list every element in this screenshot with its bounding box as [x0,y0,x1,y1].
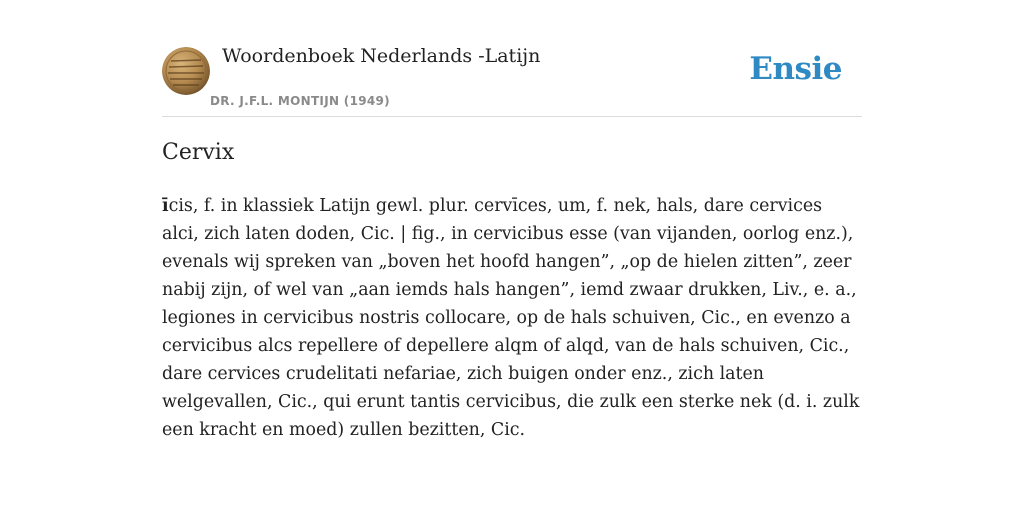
dictionary-title[interactable]: Woordenboek Nederlands -Latijn [222,45,541,67]
antique-coin-seal-logo-icon[interactable] [162,47,210,95]
dictionary-header [162,44,862,117]
definition-text: cis, f. in klassiek Latijn gewl. plur. cervīces, um, f. nek, hals, dare cervices alci, zich laten doden, Cic. | fig., in cervicibus esse (van vijanden, oorlog enz.), evenals wij spreken van „boven het hoofd hangen”, „op de hielen zitten”, zeer nabij zijn, of wel van „aan iemds hals hangen”, iemd zwaar drukken, Liv., e. a., legiones in cervicibus nostris collocare, op de hals schuiven, Cic., en evenzo a cervicibus alcs repellere of depellere alqm of alqd, van de hals schuiven, Cic., dare cervices crudelitati nefariae, zich buigen onder enz., zich laten welgevallen, Cic., qui erunt tantis cervicibus, die zulk een sterke nek (d. i. zulk een kracht en moed) zullen bezitten, Cic. [162,196,860,440]
ensie-logo-link[interactable]: Ensie [749,51,842,87]
dictionary-author: DR. J.F.L. MONTIJN (1949) [210,94,390,108]
entry-term: Cervix [162,140,235,165]
entry-definition [162,192,862,444]
definition-lead: ī [162,196,169,216]
